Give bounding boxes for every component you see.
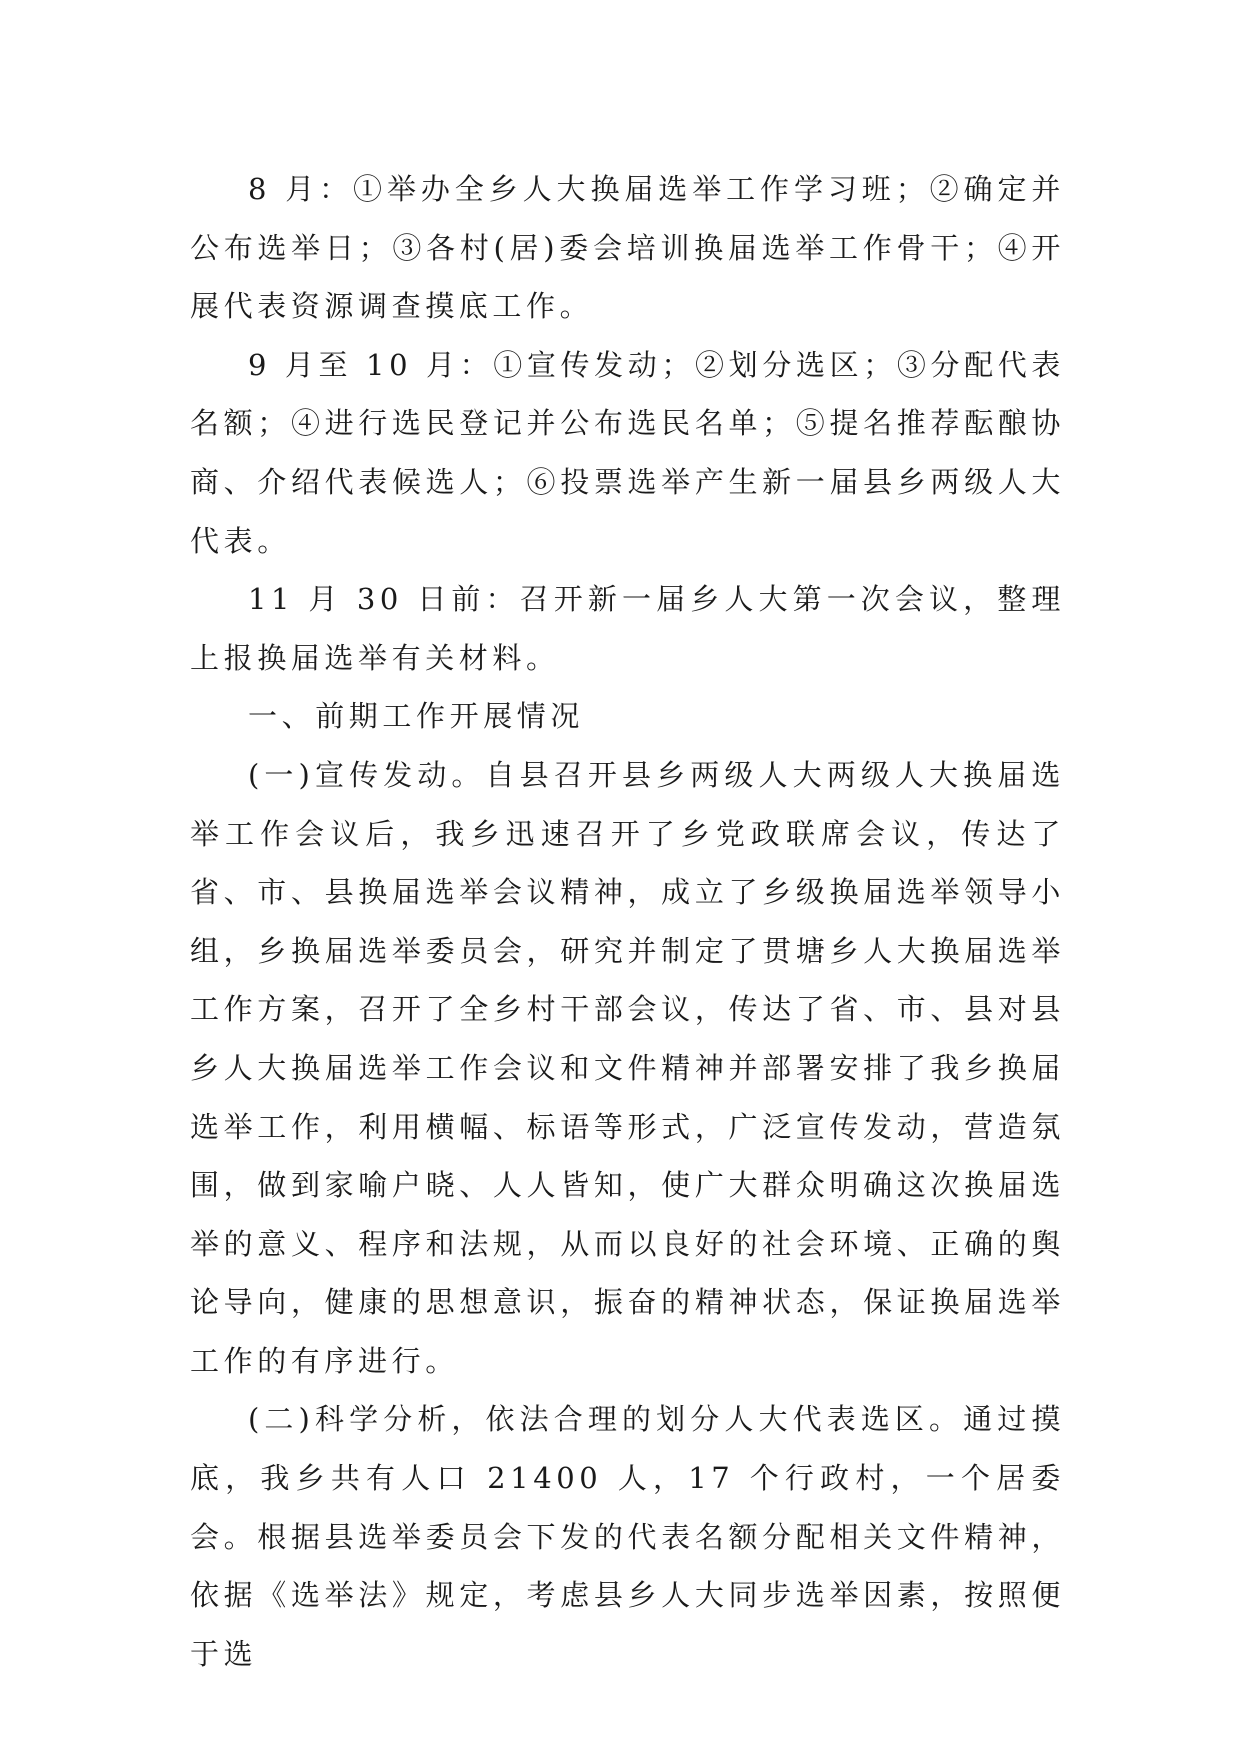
paragraph-november-plan: 11 月 30 日前：召开新一届乡人大第一次会议，整理上报换届选举有关材料。 [190,582,1065,675]
section-heading-preliminary-work: 一、前期工作开展情况 [248,699,585,734]
paragraph-september-october-plan: 9 月至 10 月：①宣传发动；②划分选区；③分配代表名额；④进行选民登记并公布选民名单；⑤提名推荐酝酿协商、介绍代表候选人；⑥投票选举产生新一届县乡两级人大代表。 [190,347,1065,558]
document-body [190,160,1065,1683]
paragraph-august-plan: 8 月：①举办全乡人大换届选举工作学习班；②确定并公布选举日；③各村(居)委会培训换届选举工作骨干；④开展代表资源调查摸底工作。 [190,172,1065,324]
paragraph-publicity-mobilization: (一)宣传发动。自县召开县乡两级人大两级人大换届选举工作会议后，我乡迅速召开了乡党政联席会议，传达了省、市、县换届选举会议精神，成立了乡级换届选举领导小组，乡换届选举委员会，研究并制定了贯塘乡人大换届选举工作方案，召开了全乡村干部会议，传达了省、市、县对县乡人大换届选举工作会议和文件精神并部署安排了我乡换届选举工作，利用横幅、标语等形式，广泛宣传发动，营造氛围，做到家喻户晓、人人皆知，使广大群众明确这次换届选举的意义、程序和法规，从而以良好的社会环境、正确的舆论导向，健康的思想意识，振奋的精神状态，保证换届选举工作的有序进行。 [190,757,1065,1378]
paragraph-constituency-division: (二)科学分析，依法合理的划分人大代表选区。通过摸底，我乡共有人口 21400 人，17 个行政村，一个居委会。根据县选举委员会下发的代表名额分配相关文件精神，依据《选举法》规定，考虑县乡人大同步选举因素，按照便于选 [190,1402,1065,1671]
